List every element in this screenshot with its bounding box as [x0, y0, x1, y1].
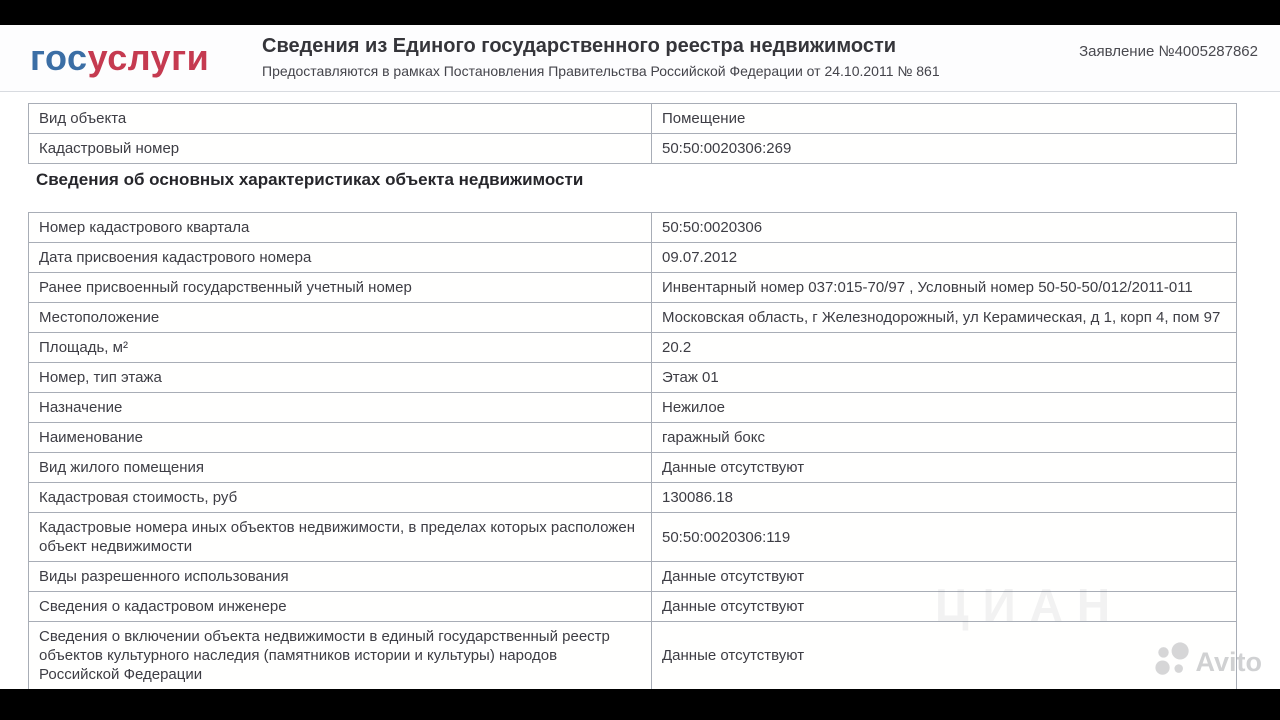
row-label: Кадастровые номера иных объектов недвижимости, в пределах которых расположен объект недвижимости: [29, 513, 652, 562]
logo-part-uslugi: услуги: [87, 37, 210, 78]
details-table-row: [29, 592, 1237, 622]
row-value: Московская область, г Железнодорожный, ул Керамическая, д 1, корп 4, пом 97: [652, 303, 1237, 333]
row-value: Данные отсутствуют: [652, 453, 1237, 483]
details-table-row: [29, 393, 1237, 423]
details-table-row: [29, 243, 1237, 273]
row-value: 20.2: [652, 333, 1237, 363]
header-title-block: [262, 33, 1032, 80]
letterbox-top-bar: [0, 0, 1280, 25]
avito-watermark-text: Avito: [1195, 647, 1262, 677]
row-label: Номер кадастрового квартала: [29, 213, 652, 243]
section-title: Сведения об основных характеристиках объекта недвижимости: [36, 170, 584, 189]
row-value: Помещение: [652, 104, 1237, 134]
row-value: 50:50:0020306: [652, 213, 1237, 243]
details-table-row: [29, 423, 1237, 453]
row-value: 130086.18: [652, 483, 1237, 513]
details-table-row: [29, 453, 1237, 483]
details-table-row: [29, 483, 1237, 513]
object-summary-table: [28, 103, 1237, 164]
row-label: Местоположение: [29, 303, 652, 333]
row-label: Наименование: [29, 423, 652, 453]
row-value: Этаж 01: [652, 363, 1237, 393]
row-value: Данные отсутствуют: [652, 562, 1237, 592]
row-label: Вид объекта: [29, 104, 652, 134]
summary-table-row: [29, 134, 1237, 164]
row-value: Данные отсутствуют: [652, 592, 1237, 622]
gosuslugi-logo: [30, 35, 209, 81]
row-value: 09.07.2012: [652, 243, 1237, 273]
row-value: 50:50:0020306:119: [652, 513, 1237, 562]
details-table-row: [29, 562, 1237, 592]
details-table-row: [29, 213, 1237, 243]
details-table-row: [29, 622, 1237, 690]
row-label: Сведения о включении объекта недвижимости в единый государственный реестр объектов культурного наследия (памятников истории и культуры) народов Российской Федерации: [29, 622, 652, 690]
row-label: Виды разрешенного использования: [29, 562, 652, 592]
row-label: Ранее присвоенный государственный учетный номер: [29, 273, 652, 303]
row-label: Дата присвоения кадастрового номера: [29, 243, 652, 273]
row-value: гаражный бокс: [652, 423, 1237, 453]
logo-part-gos: гос: [30, 37, 88, 78]
document-header: [0, 25, 1280, 92]
letterbox-bottom-bar: [0, 689, 1280, 720]
row-label: Площадь, м²: [29, 333, 652, 363]
details-table-row: [29, 273, 1237, 303]
row-value: Данные отсутствуют: [652, 622, 1237, 690]
details-table-row: [29, 303, 1237, 333]
details-table-row: [29, 333, 1237, 363]
row-label: Кадастровая стоимость, руб: [29, 483, 652, 513]
document-title: Сведения из Единого государственного реестра недвижимости: [262, 35, 897, 57]
object-details-table: [28, 212, 1237, 690]
row-value: 50:50:0020306:269: [652, 134, 1237, 164]
row-label: Сведения о кадастровом инженере: [29, 592, 652, 622]
details-table-row: [29, 363, 1237, 393]
details-table-row: [29, 513, 1237, 562]
summary-table-row: [29, 104, 1237, 134]
row-value: Инвентарный номер 037:015-70/97 , Условный номер 50-50-50/012/2011-011: [652, 273, 1237, 303]
row-label: Назначение: [29, 393, 652, 423]
application-number: Заявление №4005287862: [1079, 43, 1258, 60]
document-subtitle: Предоставляются в рамках Постановления Правительства Российской Федерации от 24.10.2011 № 861: [262, 63, 940, 79]
row-label: Кадастровый номер: [29, 134, 652, 164]
row-label: Вид жилого помещения: [29, 453, 652, 483]
row-value: Нежилое: [652, 393, 1237, 423]
row-label: Номер, тип этажа: [29, 363, 652, 393]
